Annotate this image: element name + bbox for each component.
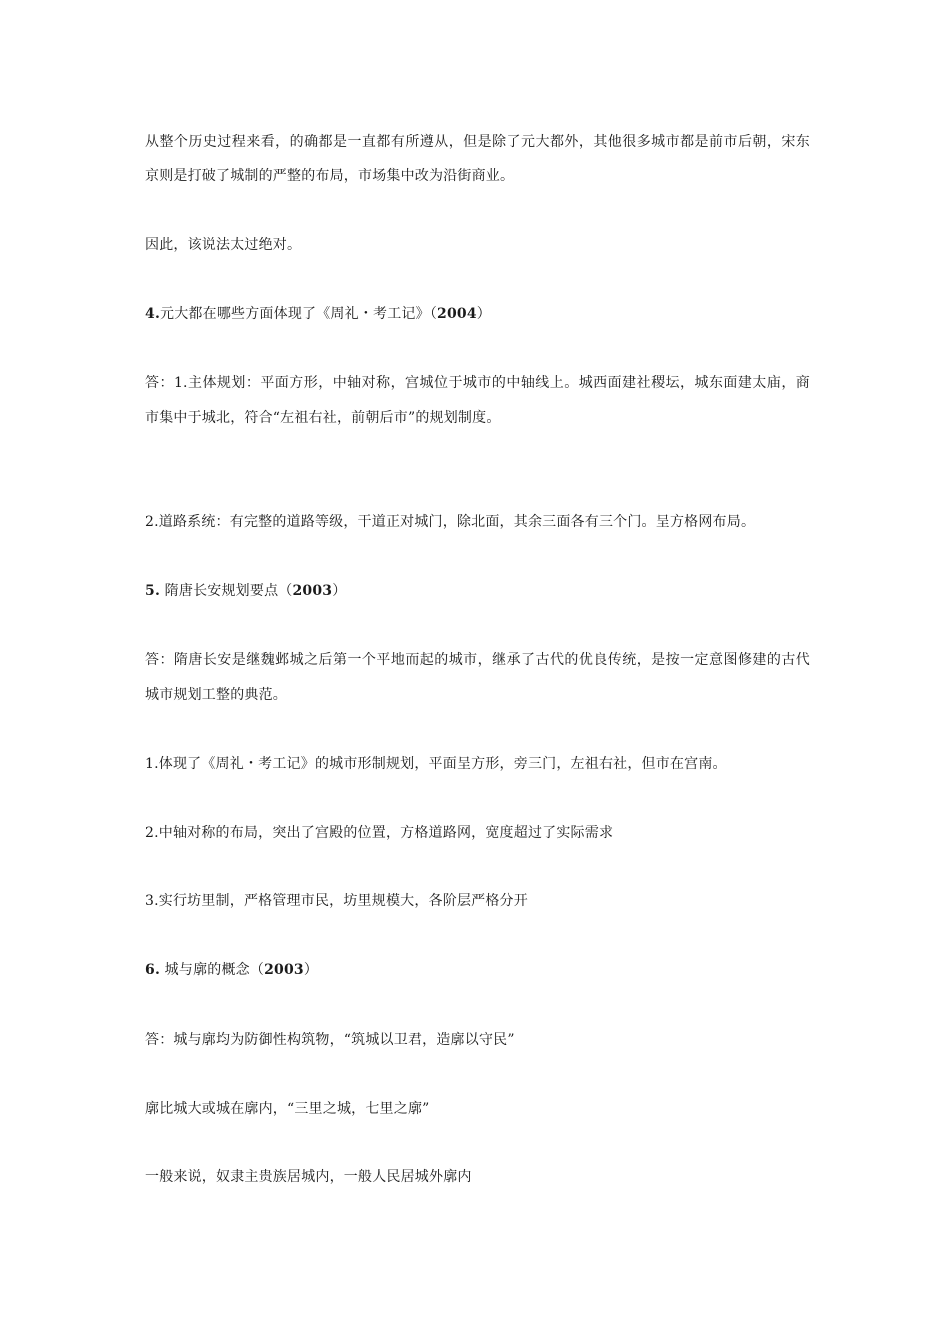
answer-point: 2.道路系统：有完整的道路等级，干道正对城门，除北面，其余三面各有三个门。呈方格网布局。 [145,514,756,530]
question-title: 城与廓的概念（ [160,962,265,978]
answer-point: 3.实行坊里制，严格管理市民，坊里规模大，各阶层严格分开 [145,893,528,909]
question-number: 5. [145,583,161,599]
answer-line: 市集中于城北，符合“左祖右社，前朝后市”的规划制度。 [145,410,501,426]
paragraph: 因此，该说法太过绝对。 [145,237,302,253]
question-year: 2003 [292,583,333,599]
question-4-heading [145,305,810,323]
paragraph-line: 京则是打破了城制的严整的布局，市场集中改为沿街商业。 [145,168,515,184]
question-title: 隋唐长安规划要点（ [160,583,293,599]
question-close: ） [332,583,347,599]
answer-point: 1.体现了《周礼・考工记》的城市形制规划，平面呈方形，旁三门，左祖右社，但市在宫南。 [145,756,727,772]
question-number: 4. [145,306,161,322]
question-close: ） [303,962,319,978]
question-close: ） [476,306,491,322]
question-year: 2004 [437,306,477,322]
answer-line: 一般来说，奴隶主贵族居城内，一般人民居城外廓内 [145,1169,472,1185]
question-title: 元大都在哪些方面体现了《周礼・考工记》（ [160,306,438,322]
answer-line: 答：1.主体规划：平面方形，中轴对称，宫城位于城市的中轴线上。城西面建社稷坛，城东面建太庙，商 [145,375,810,391]
question-6-heading [145,961,810,979]
answer-line: 城市规划工整的典范。 [145,687,287,703]
answer-line: 廓比城大或城在廓内，“三里之城，七里之廓” [145,1101,430,1117]
paragraph-line: 从整个历史过程来看，的确都是一直都有所遵从，但是除了元大都外，其他很多城市都是前市后朝，宋东 [145,134,810,150]
question-5-heading [145,582,810,600]
question-year: 2003 [264,962,304,978]
answer-line: 答：隋唐长安是继魏邺城之后第一个平地而起的城市，继承了古代的优良传统，是按一定意图修建的古代 [145,652,810,668]
answer-line: 答：城与廓均为防御性构筑物，“筑城以卫君，造廓以守民” [145,1032,515,1048]
question-number: 6. [145,962,161,978]
answer-point: 2.中轴对称的布局，突出了宫殿的位置，方格道路网，宽度超过了实际需求 [145,825,614,841]
